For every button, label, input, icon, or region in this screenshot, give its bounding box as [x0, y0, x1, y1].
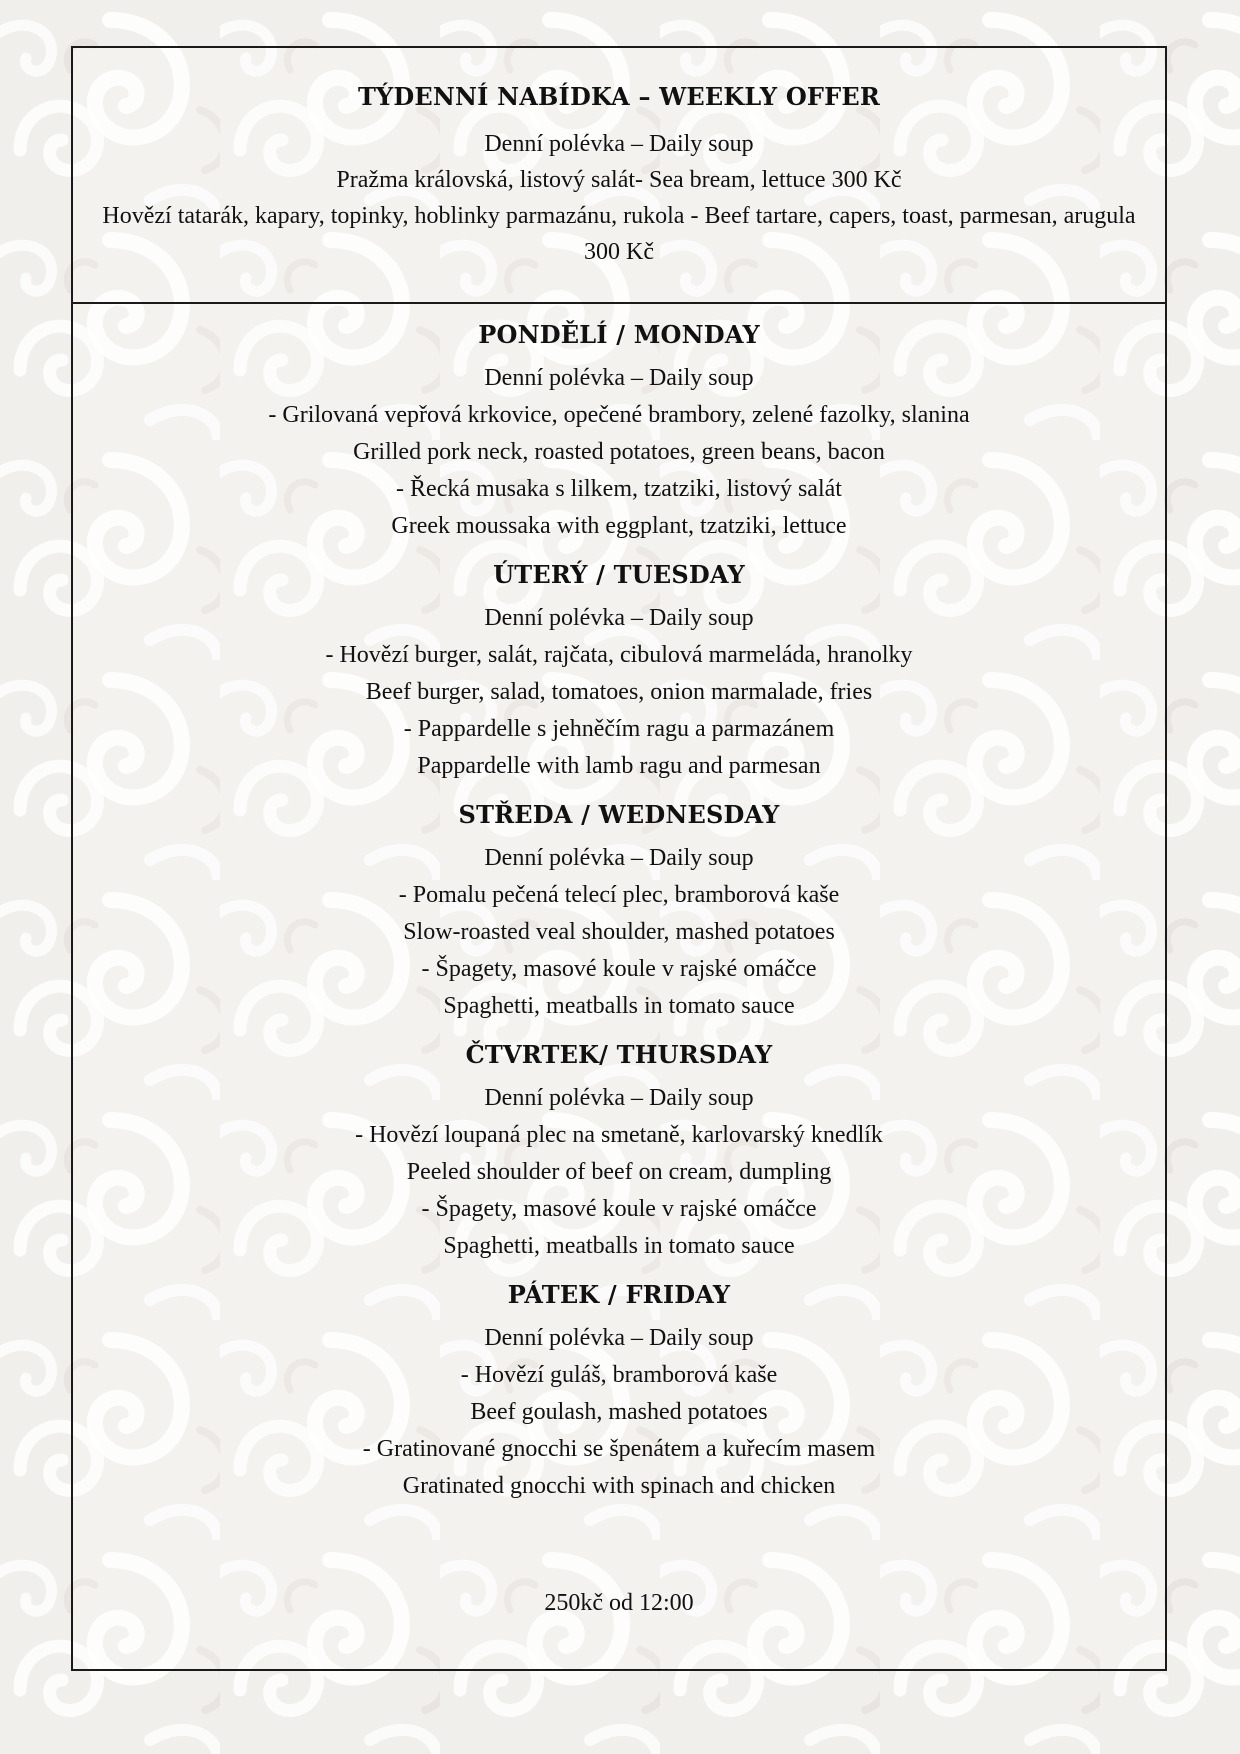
price-and-time: 250kč od 12:00	[544, 1590, 694, 1616]
menu-line: Spaghetti, meatballs in tomato sauce	[443, 1233, 795, 1259]
day-friday	[73, 1280, 1165, 1505]
menu-line: Denní polévka – Daily soup	[484, 605, 754, 631]
weekly-offer-title: TÝDENNÍ NABÍDKA – WEEKLY OFFER	[357, 82, 881, 111]
menu-line: Denní polévka – Daily soup	[484, 365, 754, 391]
day-thursday	[73, 1040, 1165, 1265]
menu-line: Spaghetti, meatballs in tomato sauce	[443, 993, 795, 1019]
day-items	[73, 840, 1165, 1025]
menu-line: - Gratinované gnocchi se špenátem a kuřecím masem	[362, 1436, 876, 1462]
day-items	[73, 1320, 1165, 1505]
day-wednesday	[73, 800, 1165, 1025]
menu-line: - Pappardelle s jehněčím ragu a parmazánem	[403, 716, 835, 742]
day-title: ČTVRTEK/ THURSDAY	[465, 1040, 773, 1069]
daily-menu-section	[73, 304, 1165, 1505]
day-monday	[73, 320, 1165, 545]
day-title: ÚTERÝ / TUESDAY	[493, 560, 745, 589]
menu-line: Beef goulash, mashed potatoes	[470, 1399, 768, 1425]
menu-line: - Špagety, masové koule v rajské omáčce	[421, 956, 817, 982]
menu-line: Gratinated gnocchi with spinach and chicken	[402, 1473, 836, 1499]
weekly-offer-dish: Pražma královská, listový salát- Sea bream, lettuce 300 Kč	[336, 167, 902, 193]
menu-line: Pappardelle with lamb ragu and parmesan	[417, 753, 821, 779]
menu-line: - Hovězí guláš, bramborová kaše	[460, 1362, 778, 1388]
day-items	[73, 360, 1165, 545]
day-title: PONDĚLÍ / MONDAY	[478, 320, 760, 349]
day-title: PÁTEK / FRIDAY	[507, 1280, 731, 1309]
menu-line: Denní polévka – Daily soup	[484, 1325, 754, 1351]
menu-line: - Řecká musaka s lilkem, tzatziki, listový salát	[396, 476, 842, 502]
weekly-offer-section	[73, 48, 1165, 304]
menu-line: Grilled pork neck, roasted potatoes, green beans, bacon	[353, 439, 885, 465]
day-items	[73, 1080, 1165, 1265]
day-title: STŘEDA / WEDNESDAY	[458, 800, 780, 829]
menu-line: Slow-roasted veal shoulder, mashed potatoes	[403, 919, 835, 945]
menu-line: - Hovězí loupaná plec na smetaně, karlovarský knedlík	[355, 1122, 883, 1148]
menu-line: Greek moussaka with eggplant, tzatziki, lettuce	[391, 513, 847, 539]
menu-line: - Pomalu pečená telecí plec, bramborová kaše	[398, 882, 840, 908]
weekly-offer-soup: Denní polévka – Daily soup	[484, 131, 754, 157]
weekly-offer-dish: Hovězí tatarák, kapary, topinky, hoblinky parmazánu, rukola - Beef tartare, capers, toast, parmesan, arugula 300 Kč	[102, 203, 1136, 265]
menu-line: - Hovězí burger, salát, rajčata, cibulová marmeláda, hranolky	[325, 642, 913, 668]
menu-line: - Grilovaná vepřová krkovice, opečené brambory, zelené fazolky, slanina	[268, 402, 970, 428]
menu-line: Beef burger, salad, tomatoes, onion marmalade, fries	[365, 679, 873, 705]
day-items	[73, 600, 1165, 785]
menu-line: - Špagety, masové koule v rajské omáčce	[421, 1196, 817, 1222]
menu-frame	[71, 46, 1167, 1671]
day-tuesday	[73, 560, 1165, 785]
weekly-offer-items	[73, 126, 1165, 270]
menu-line: Denní polévka – Daily soup	[484, 1085, 754, 1111]
menu-line: Denní polévka – Daily soup	[484, 845, 754, 871]
menu-line: Peeled shoulder of beef on cream, dumpling	[406, 1159, 832, 1185]
